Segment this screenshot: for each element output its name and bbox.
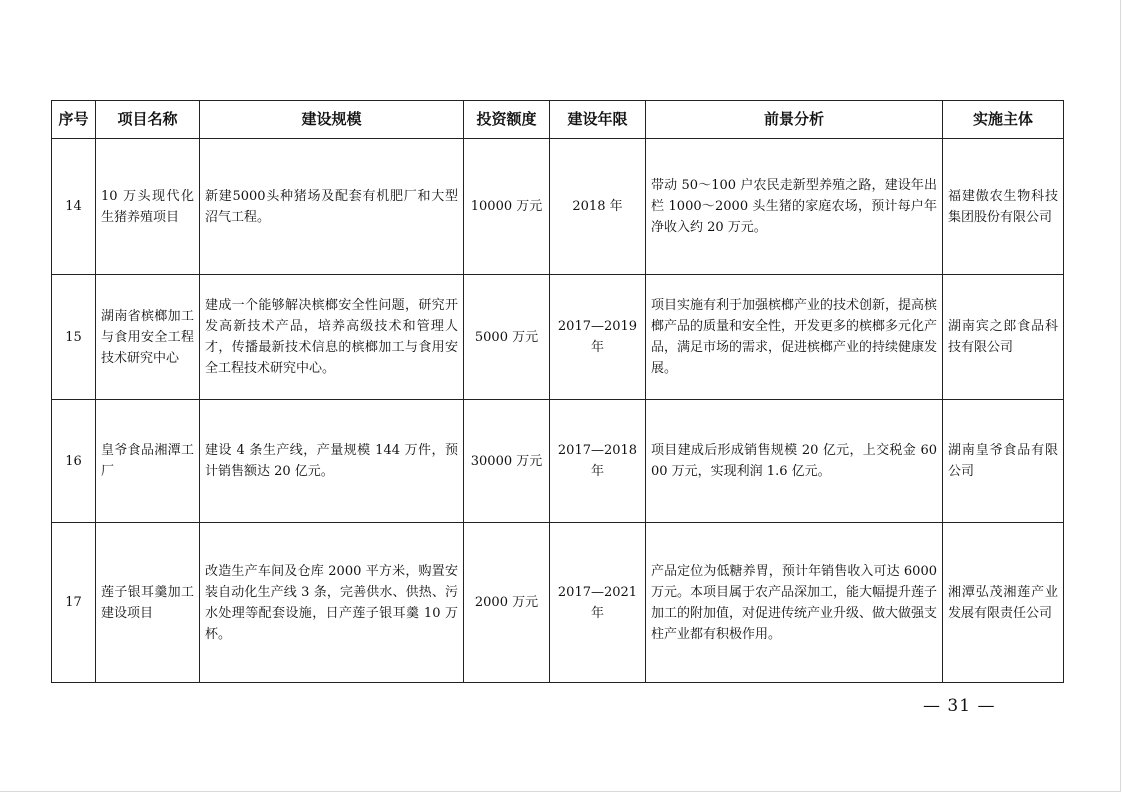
cell-entity: 福建傲农生物科技集团股份有限公司 xyxy=(943,139,1064,275)
header-investment: 投资额度 xyxy=(464,101,550,139)
cell-project-name: 湖南省槟榔加工与食用安全工程技术研究中心 xyxy=(96,275,200,400)
header-project-name: 项目名称 xyxy=(96,101,200,139)
cell-period: 2017—2018 年 xyxy=(550,400,646,523)
cell-index: 14 xyxy=(52,139,96,275)
cell-index: 16 xyxy=(52,400,96,523)
cell-project-name: 莲子银耳羹加工建设项目 xyxy=(96,523,200,683)
table-row xyxy=(52,400,1064,523)
header-index: 序号 xyxy=(52,101,96,139)
project-table xyxy=(51,100,1064,683)
table-row xyxy=(52,139,1064,275)
cell-scale: 改造生产车间及仓库 2000 平方米，购置安装自动化生产线 3 条，完善供水、供热、污水处理等配套设施，日产莲子银耳羹 10 万杯。 xyxy=(200,523,464,683)
cell-prospect: 产品定位为低糖养胃，预计年销售收入可达 6000 万元。本项目属于农产品深加工，能大幅提升莲子加工的附加值，对促进传统产业升级、做大做强支柱产业都有积极作用。 xyxy=(646,523,943,683)
cell-entity: 湘潭弘茂湘莲产业发展有限责任公司 xyxy=(943,523,1064,683)
header-scale: 建设规模 xyxy=(200,101,464,139)
cell-period: 2018 年 xyxy=(550,139,646,275)
cell-prospect: 项目建成后形成销售规模 20 亿元，上交税金 6000 万元，实现利润 1.6 亿元。 xyxy=(646,400,943,523)
cell-investment: 2000 万元 xyxy=(464,523,550,683)
header-prospect: 前景分析 xyxy=(646,101,943,139)
cell-prospect: 项目实施有利于加强槟榔产业的技术创新，提高槟榔产品的质量和安全性，开发更多的槟榔多元化产品，满足市场的需求，促进槟榔产业的持续健康发展。 xyxy=(646,275,943,400)
table-row xyxy=(52,523,1064,683)
cell-scale: 建设 4 条生产线，产量规模 144 万件，预计销售额达 20 亿元。 xyxy=(200,400,464,523)
header-entity: 实施主体 xyxy=(943,101,1064,139)
cell-investment: 5000 万元 xyxy=(464,275,550,400)
page-number: — 31 — xyxy=(923,696,996,716)
cell-scale: 建成一个能够解决槟榔安全性问题，研究开发高新技术产品，培养高级技术和管理人才，传播最新技术信息的槟榔加工与食用安全工程技术研究中心。 xyxy=(200,275,464,400)
table-header-row xyxy=(52,101,1064,139)
cell-prospect: 带动 50～100 户农民走新型养殖之路，建设年出栏 1000～2000 头生猪的家庭农场，预计每户年净收入约 20 万元。 xyxy=(646,139,943,275)
header-period: 建设年限 xyxy=(550,101,646,139)
cell-project-name: 皇爷食品湘潭工厂 xyxy=(96,400,200,523)
cell-index: 17 xyxy=(52,523,96,683)
cell-period: 2017—2021 年 xyxy=(550,523,646,683)
cell-entity: 湖南宾之郎食品科技有限公司 xyxy=(943,275,1064,400)
cell-project-name: 10 万头现代化生猪养殖项目 xyxy=(96,139,200,275)
cell-scale: 新建5000头种猪场及配套有机肥厂和大型沼气工程。 xyxy=(200,139,464,275)
cell-period: 2017—2019 年 xyxy=(550,275,646,400)
cell-entity: 湖南皇爷食品有限公司 xyxy=(943,400,1064,523)
table-row xyxy=(52,275,1064,400)
cell-investment: 10000 万元 xyxy=(464,139,550,275)
cell-index: 15 xyxy=(52,275,96,400)
cell-investment: 30000 万元 xyxy=(464,400,550,523)
